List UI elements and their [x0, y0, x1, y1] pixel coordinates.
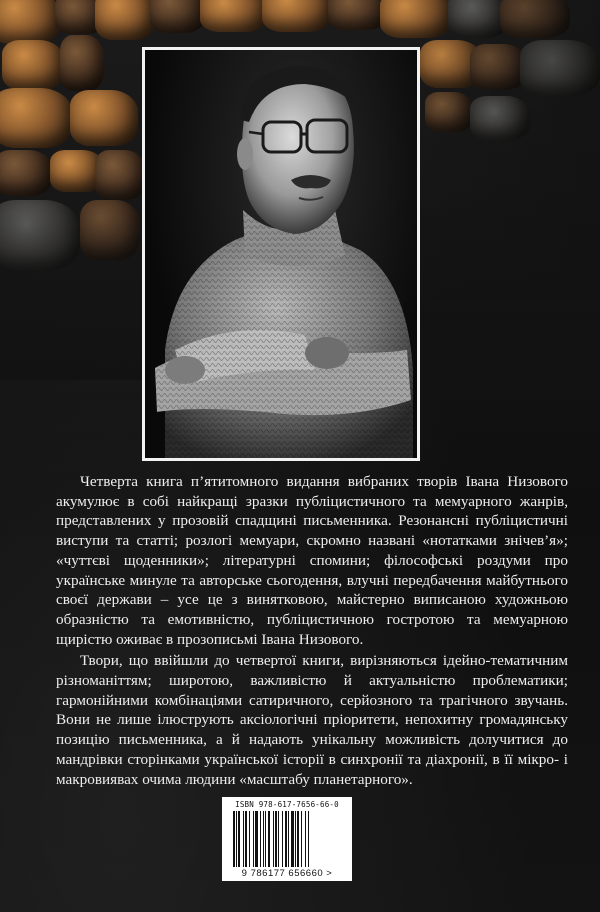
- barcode-bars: [231, 811, 343, 867]
- book-description: [56, 472, 568, 789]
- isbn-barcode: [222, 797, 352, 881]
- isbn-label: ISBN 978-617-7656-66-0: [235, 800, 339, 809]
- barcode-digits: 9 786177 656660 >: [241, 868, 333, 879]
- author-portrait-image: [145, 50, 417, 458]
- description-paragraph-2: Твори, що ввійшли до четвертої книги, вирізняються ідейно-тематичним різноманіттям; широтою, важливістю й актуальністю проблематики; гармонійними комбінаціями сатиричного, серйозного та трагічного звучань. Вони не лише ілюструють аксіологічні пріоритети, непохитну громадянську позицію письменника, а й надають унікальну можливість долучитися до мандрівки сторінками української історії в синхронії та діахронії, в її мікро- і макровиявах очима людини «масштабу планетарного».: [56, 652, 568, 788]
- portrait-illustration: [145, 50, 417, 458]
- description-paragraph-1: Четверта книга п’ятитомного видання вибраних творів Івана Низового акумулює в собі найкращі зразки публіцистичного та мемуарного жанрів, представлених у прозовій спадщині письменника. Резонансні публіцистичні виступи та статті; розлогі мемуари, скромно названі «нотатками знічев’я»; «чуттєві щоденники»; літературні спомини; філософські роздуми про українське минуле та авторське сьогодення, влучні передбачення майбутнього своєї держави – усе це з винятковою, майстерно виписаною художньою образністю та емотивністю, публіцистичною гостротою та мемуарною щирістю оживає в прозописьмі Івана Низового.: [56, 473, 568, 648]
- author-photo: [142, 47, 420, 461]
